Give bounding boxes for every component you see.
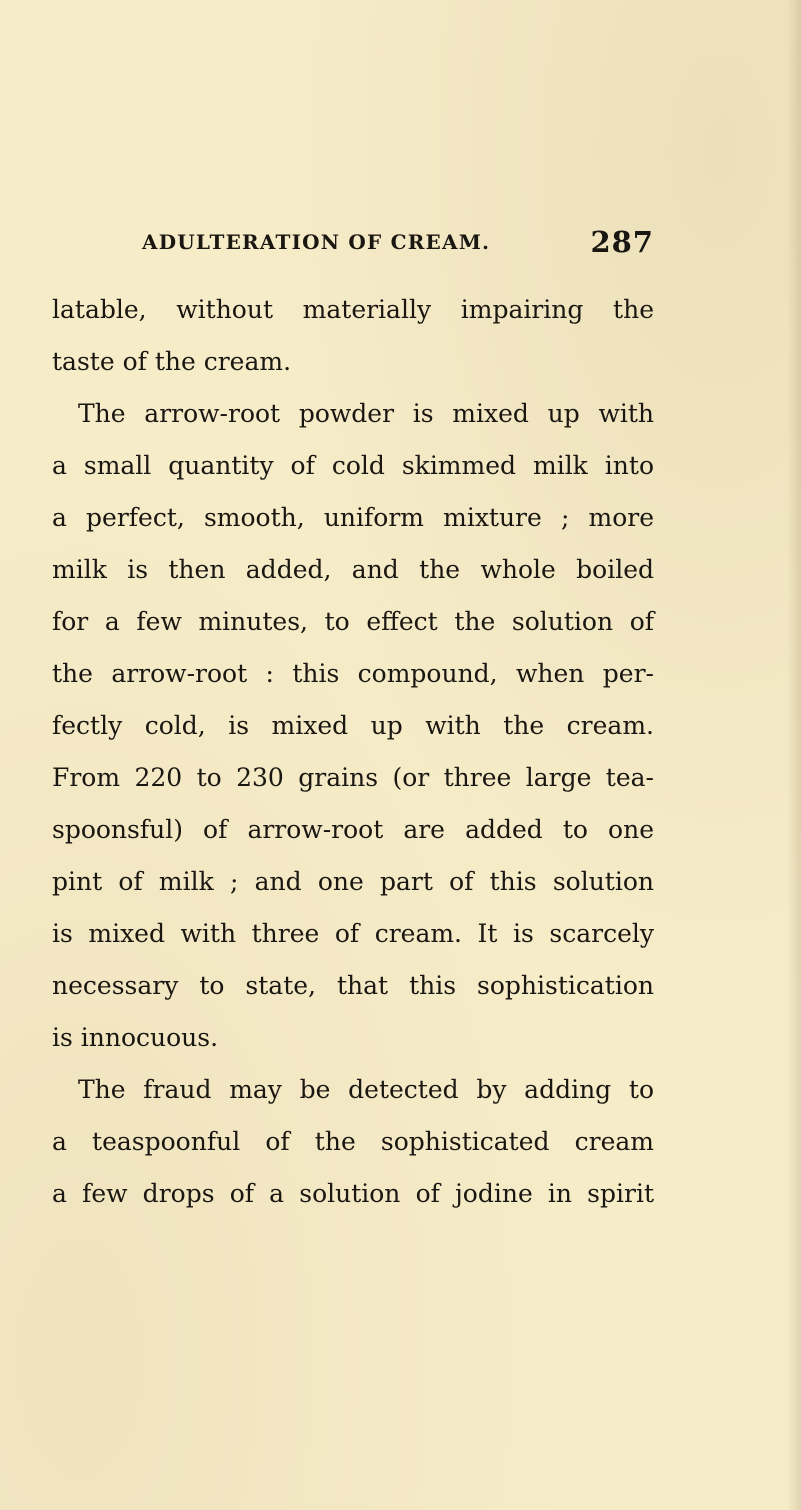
text-line: a teaspoonful of the sophisticated cream	[52, 1127, 654, 1156]
text-line: From 220 to 230 grains (or three large tea-	[52, 763, 654, 792]
body-text	[52, 284, 654, 1220]
text-line: spoonsful) of arrow-root are added to one	[52, 815, 654, 844]
text-line: a few drops of a solution of jodine in spirit	[52, 1179, 654, 1208]
text-line: The arrow-root powder is mixed up with	[78, 399, 654, 428]
text-line: taste of the cream.	[52, 347, 292, 376]
text-line: pint of milk ; and one part of this solution	[52, 867, 654, 896]
text-line: latable, without materially impairing the	[52, 295, 654, 324]
text-line: a small quantity of cold skimmed milk into	[52, 451, 654, 480]
text-line: necessary to state, that this sophistication	[52, 971, 654, 1000]
text-line: fectly cold, is mixed up with the cream.	[52, 711, 654, 740]
page-number: 287	[590, 225, 654, 259]
running-title: ADULTERATION OF CREAM.	[142, 230, 491, 254]
running-header	[142, 225, 654, 265]
text-line: milk is then added, and the whole boiled	[52, 555, 654, 584]
text-line: a perfect, smooth, uniform mixture ; more	[52, 503, 654, 532]
page-edge-shadow	[787, 0, 801, 1510]
text-line: for a few minutes, to effect the solution of	[52, 607, 654, 636]
text-line: is innocuous.	[52, 1023, 219, 1052]
text-line: the arrow-root : this compound, when per-	[52, 659, 654, 688]
text-line: is mixed with three of cream. It is scarcely	[52, 919, 654, 948]
text-line: The fraud may be detected by adding to	[78, 1075, 654, 1104]
